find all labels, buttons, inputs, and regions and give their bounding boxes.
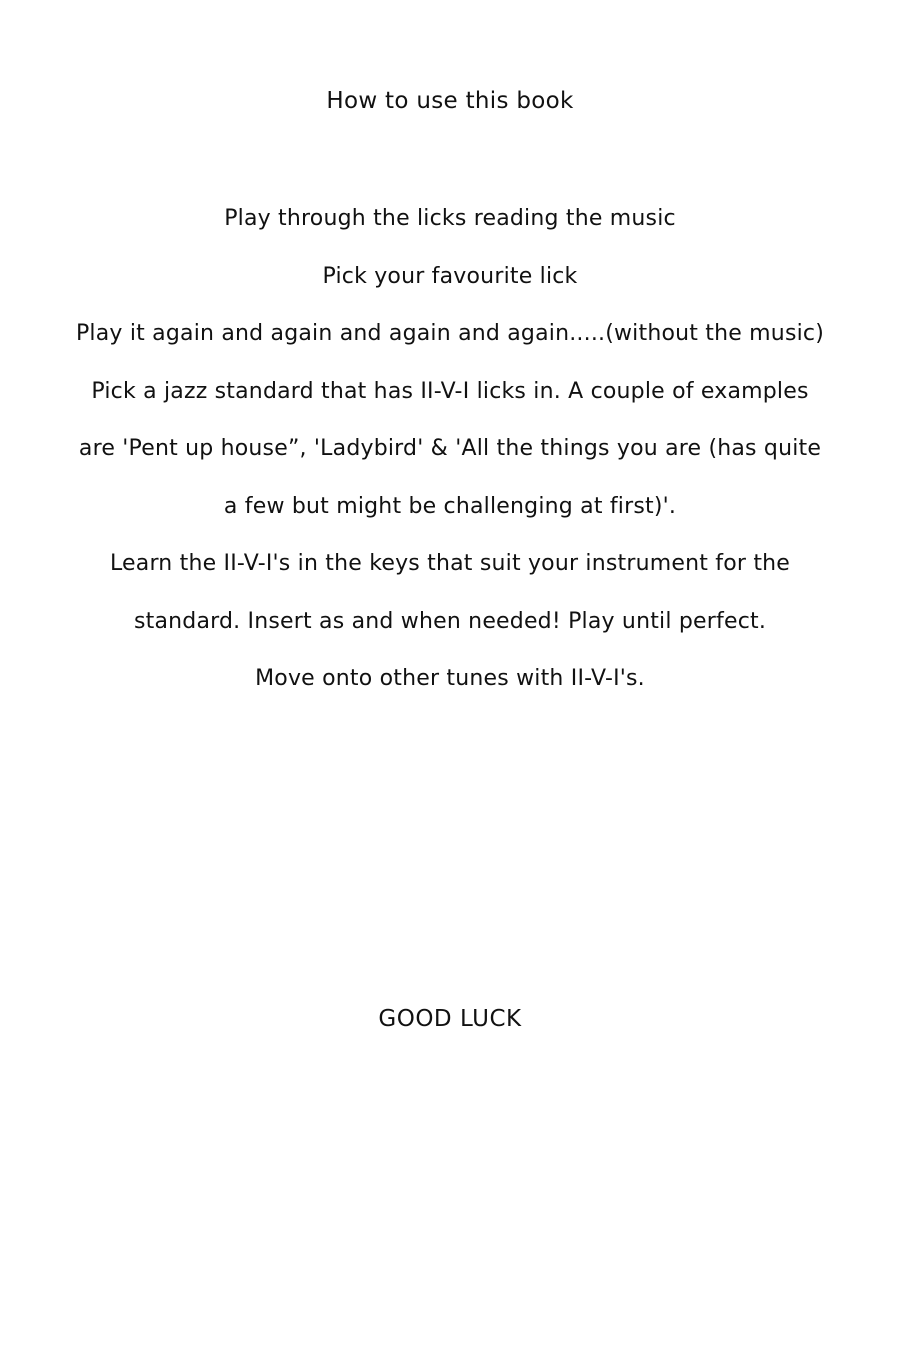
instruction-item: Move onto other tunes with II-V-I's. — [255, 666, 645, 691]
instruction-item: Play through the licks reading the music — [224, 206, 676, 231]
instructions-list — [75, 190, 825, 708]
good-luck-signoff: GOOD LUCK — [378, 1006, 522, 1032]
page-title: How to use this book — [326, 88, 574, 114]
instruction-item: Learn the II-V-I's in the keys that suit your instrument for the standard. Insert as and when needed! Play until perfect. — [109, 551, 791, 634]
instruction-item: Pick a jazz standard that has II-V-I licks in. A couple of examples are 'Pent up house”, 'Ladybird' & 'All the things you are (has quite a few but might be challenging at first)'. — [78, 378, 822, 519]
instruction-item: Play it again and again and again and again.....(without the music) — [75, 321, 825, 346]
instruction-item: Pick your favourite lick — [322, 263, 578, 289]
